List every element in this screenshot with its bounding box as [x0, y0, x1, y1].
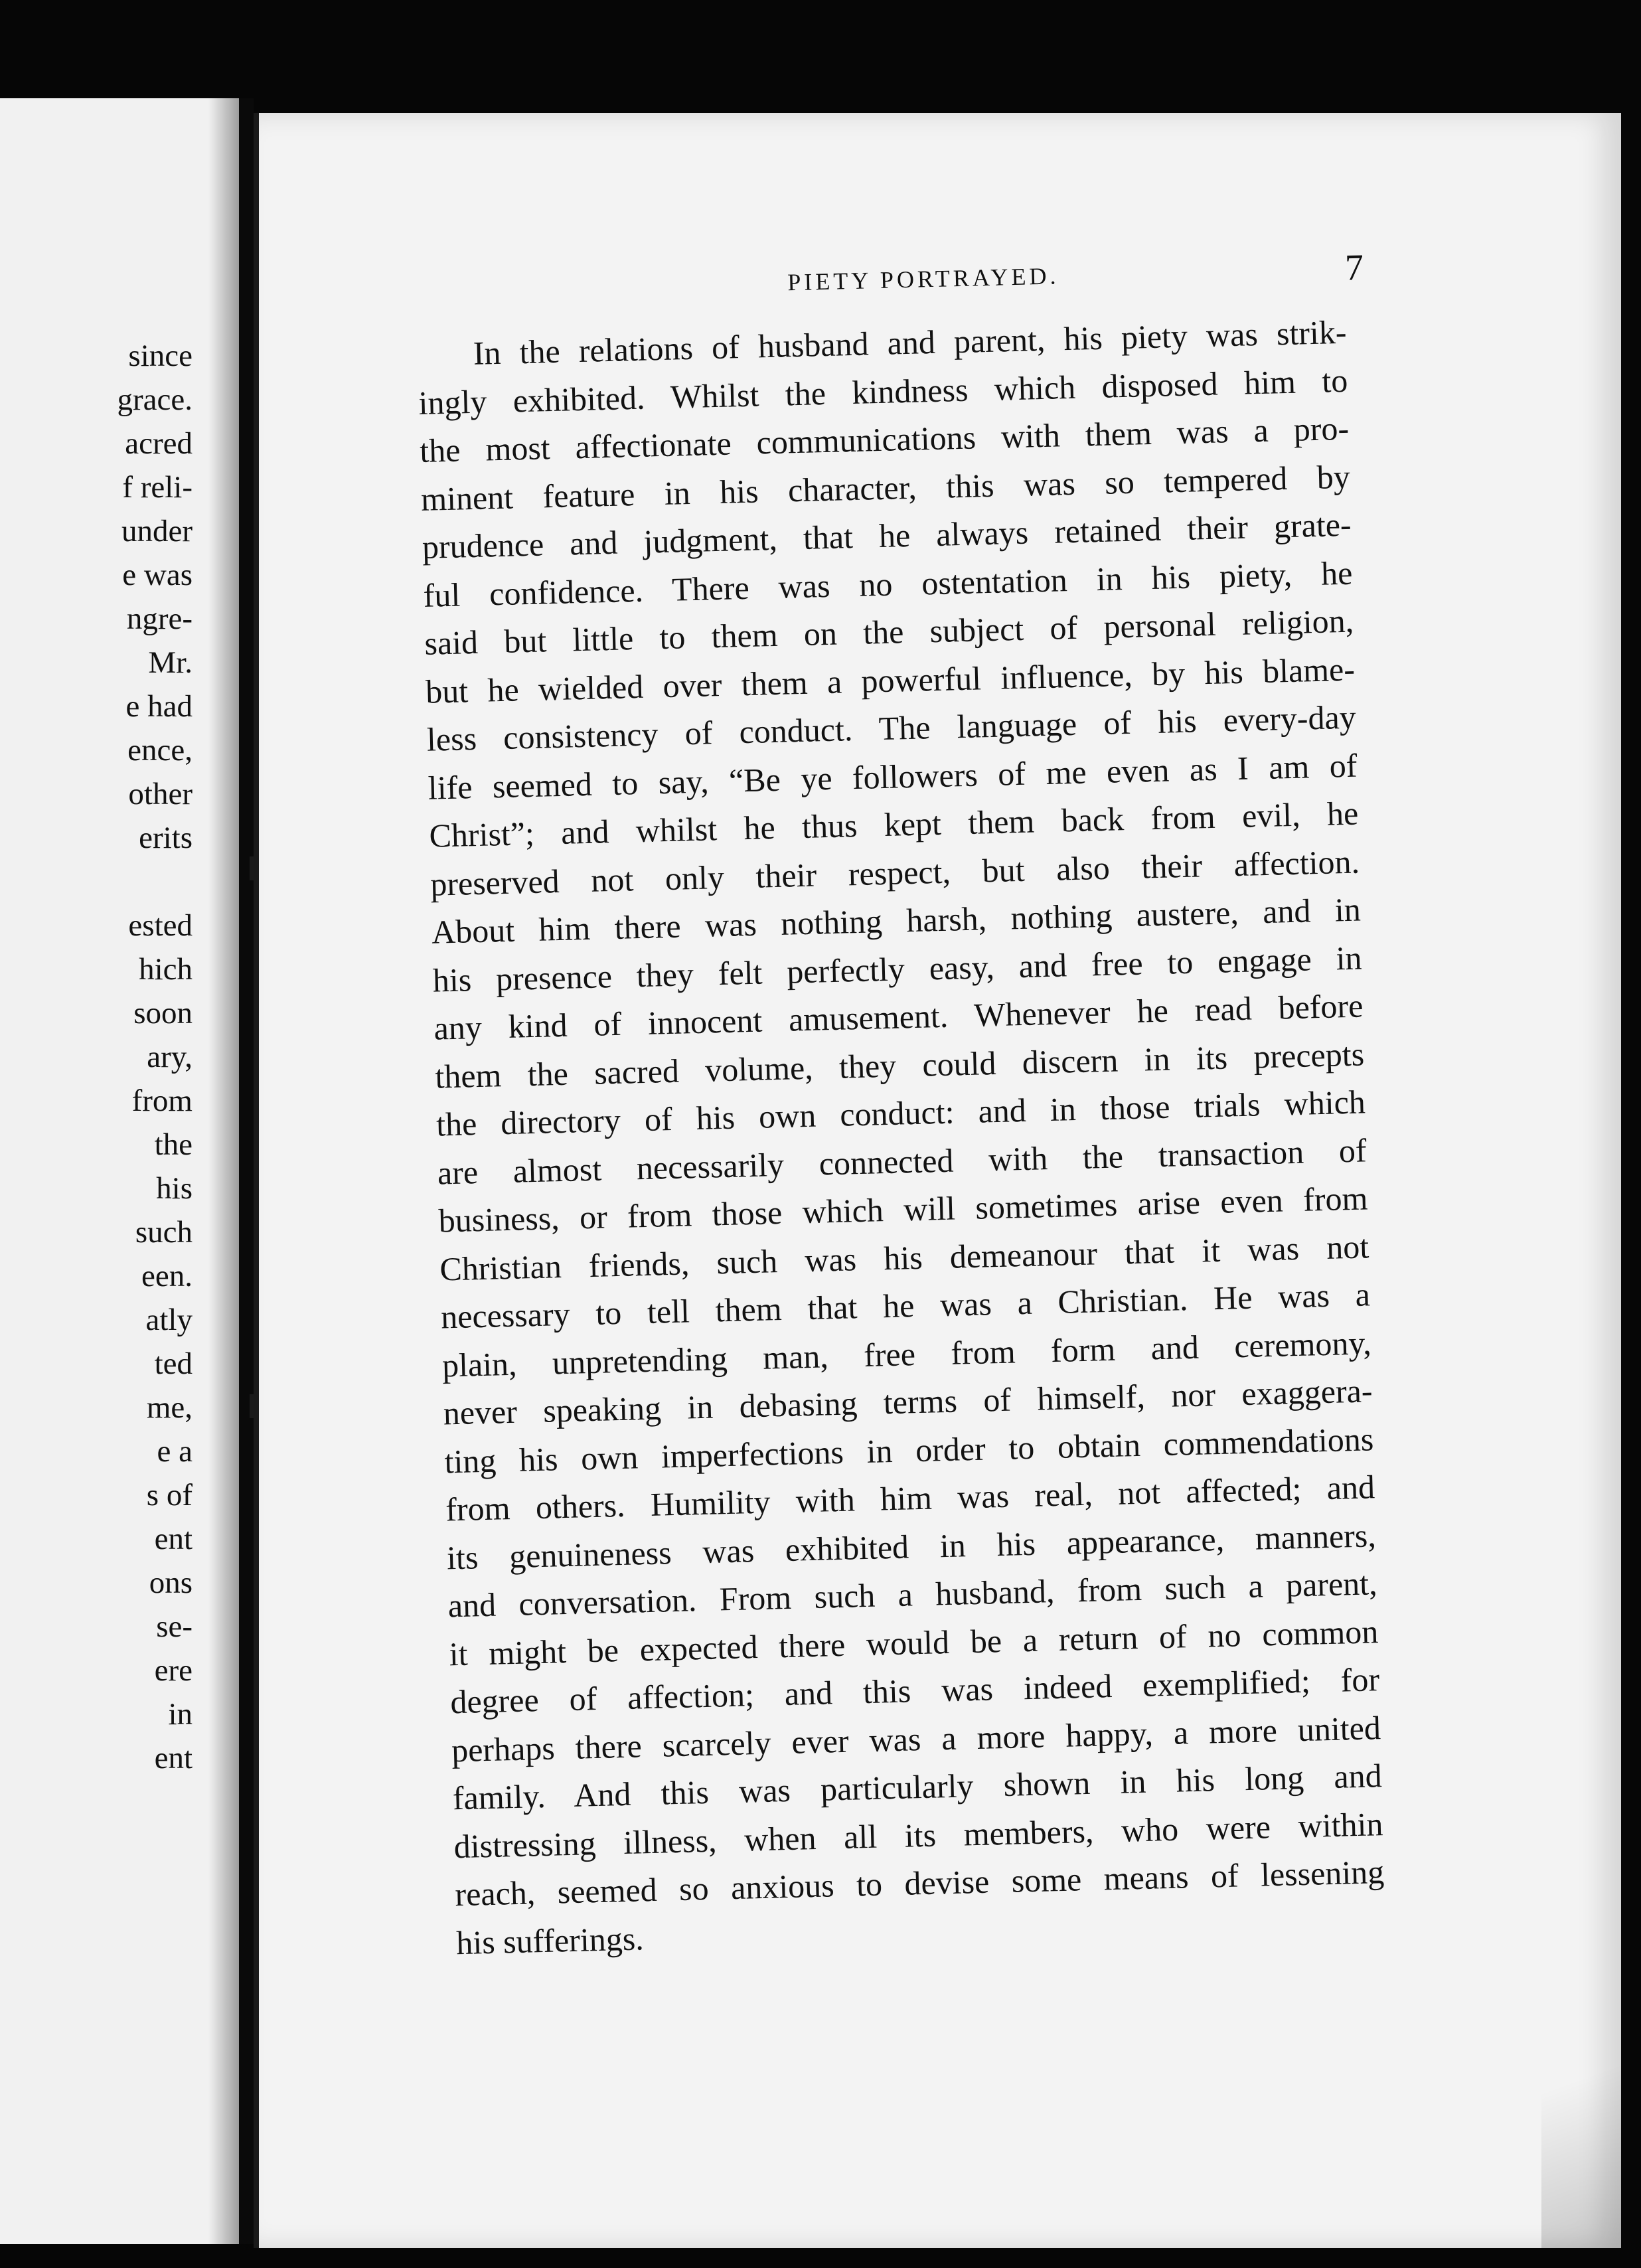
body-line: reach, seemed so anxious to devise some means of lessening	[454, 1853, 1385, 1913]
body-line: his sufferings.	[455, 1919, 645, 1961]
left-page-line: ent	[154, 1741, 193, 1775]
left-page-line: from	[131, 1084, 193, 1118]
left-page-line: ary,	[147, 1040, 193, 1074]
left-page-line: ere	[154, 1653, 193, 1688]
left-page	[0, 98, 239, 2244]
body-line: In the relations of husband and parent, his piety was strik-	[473, 313, 1348, 372]
body-line: less consistency of conduct. The language of his every-day	[426, 698, 1357, 758]
body-line: the directory of his own conduct: and in those trials which	[435, 1083, 1366, 1143]
left-page-line: een.	[141, 1259, 193, 1293]
body-line: ingly exhibited. Whilst the kindness which disposed him to	[418, 361, 1348, 422]
body-line: any kind of innocent amusement. Whenever he read before	[433, 987, 1364, 1047]
body-line: degree of affection; and this was indeed exemplified; for	[449, 1660, 1380, 1721]
body-line: never speaking in debasing terms of himself, nor exaggera-	[443, 1372, 1373, 1432]
left-page-line: ested	[128, 908, 193, 943]
left-page-line: Mr.	[148, 645, 193, 680]
left-page-line: other	[128, 777, 193, 811]
left-page-line: ted	[154, 1346, 193, 1381]
spine-notch	[250, 1394, 258, 1418]
body-line: ting his own imperfections in order to obtain commendations	[443, 1419, 1374, 1480]
left-page-line: the	[154, 1127, 193, 1162]
body-line: perhaps there scarcely ever was a more happy, a more united	[451, 1708, 1381, 1769]
body-line: said but little to them on the subject of personal religion,	[424, 602, 1354, 662]
left-page-line: e a	[157, 1434, 193, 1469]
body-line: but he wielded over them a powerful influence, by his blame-	[425, 650, 1356, 710]
page-text-block	[416, 247, 1385, 1961]
left-page-line: ngre-	[126, 602, 193, 636]
body-line: Christian friends, such was his demeanour that it was not	[439, 1227, 1369, 1288]
body-line: and conversation. From such a husband, from such a parent,	[447, 1564, 1378, 1625]
left-page-line: hich	[139, 952, 193, 987]
left-page-line: in	[168, 1697, 193, 1732]
left-page-line: erits	[139, 821, 193, 855]
body-line: Christ”; and whilst he thus kept them back from evil, he	[428, 794, 1359, 854]
left-page-line: ent	[154, 1522, 193, 1556]
book-gutter	[239, 98, 254, 2244]
body-line: the most affectionate communications with them was a pro-	[419, 409, 1350, 469]
running-head	[416, 247, 1364, 317]
body-line: family. And this was particularly shown in his long and	[452, 1757, 1383, 1817]
body-line: are almost necessarily connected with the transaction of	[437, 1131, 1368, 1192]
left-page-line: e had	[125, 689, 193, 724]
right-page	[254, 113, 1621, 2248]
body-line: About him there was nothing harsh, nothing austere, and in	[431, 890, 1362, 951]
left-page-line: his	[156, 1171, 193, 1206]
left-page-line: ence,	[127, 733, 193, 768]
left-page-line: e was	[122, 558, 193, 592]
left-page-line: me,	[146, 1390, 193, 1425]
body-line: its genuineness was exhibited in his appearance, manners,	[446, 1516, 1377, 1576]
body-line: minent feature in his character, this was so tempered by	[420, 457, 1351, 518]
body-line: necessary to tell them that he was a Christian. He was a	[440, 1275, 1371, 1336]
body-line: preserved not only their respect, but also their affection.	[430, 843, 1360, 903]
left-page-line: atly	[145, 1303, 193, 1337]
body-line: distressing illness, when all its members, who were within	[453, 1805, 1384, 1865]
body-line: business, or from those which will sometimes arise even from	[438, 1179, 1368, 1240]
left-gutter-shadow	[208, 98, 239, 2244]
left-page-line: such	[135, 1215, 193, 1250]
body-line: it might be expected there would be a return of no common	[448, 1612, 1379, 1672]
left-page-line: se-	[156, 1609, 193, 1644]
body-line: from others. Humility with him was real, not affected; and	[445, 1468, 1375, 1528]
spine-notch	[250, 856, 258, 880]
left-page-line: f reli-	[122, 470, 193, 505]
body-line: his presence they felt perfectly easy, and free to engage in	[432, 938, 1363, 999]
body-line: them the sacred volume, they could discern in its precepts	[434, 1034, 1365, 1095]
body-paragraph	[417, 308, 1386, 1967]
body-line: prudence and judgment, that he always retained their grate-	[422, 505, 1352, 566]
page-corner-fold	[1541, 1969, 1621, 2248]
left-page-line: grace.	[117, 382, 193, 417]
page-number: 7	[1344, 247, 1364, 289]
left-page-line: acred	[125, 426, 193, 461]
left-page-line: ons	[149, 1566, 193, 1600]
left-page-line: s of	[146, 1478, 193, 1512]
left-page-line: soon	[133, 996, 193, 1030]
left-page-line: under	[121, 514, 193, 548]
body-line: plain, unpretending man, free from form and ceremony,	[441, 1323, 1372, 1384]
body-line: life seemed to say, “Be ye followers of me even as I am of	[428, 746, 1358, 807]
body-line: ful confidence. There was no ostentation in his piety, he	[423, 554, 1353, 614]
left-page-line: since	[128, 339, 193, 373]
running-head-title: PIETY PORTRAYED.	[787, 262, 1059, 296]
